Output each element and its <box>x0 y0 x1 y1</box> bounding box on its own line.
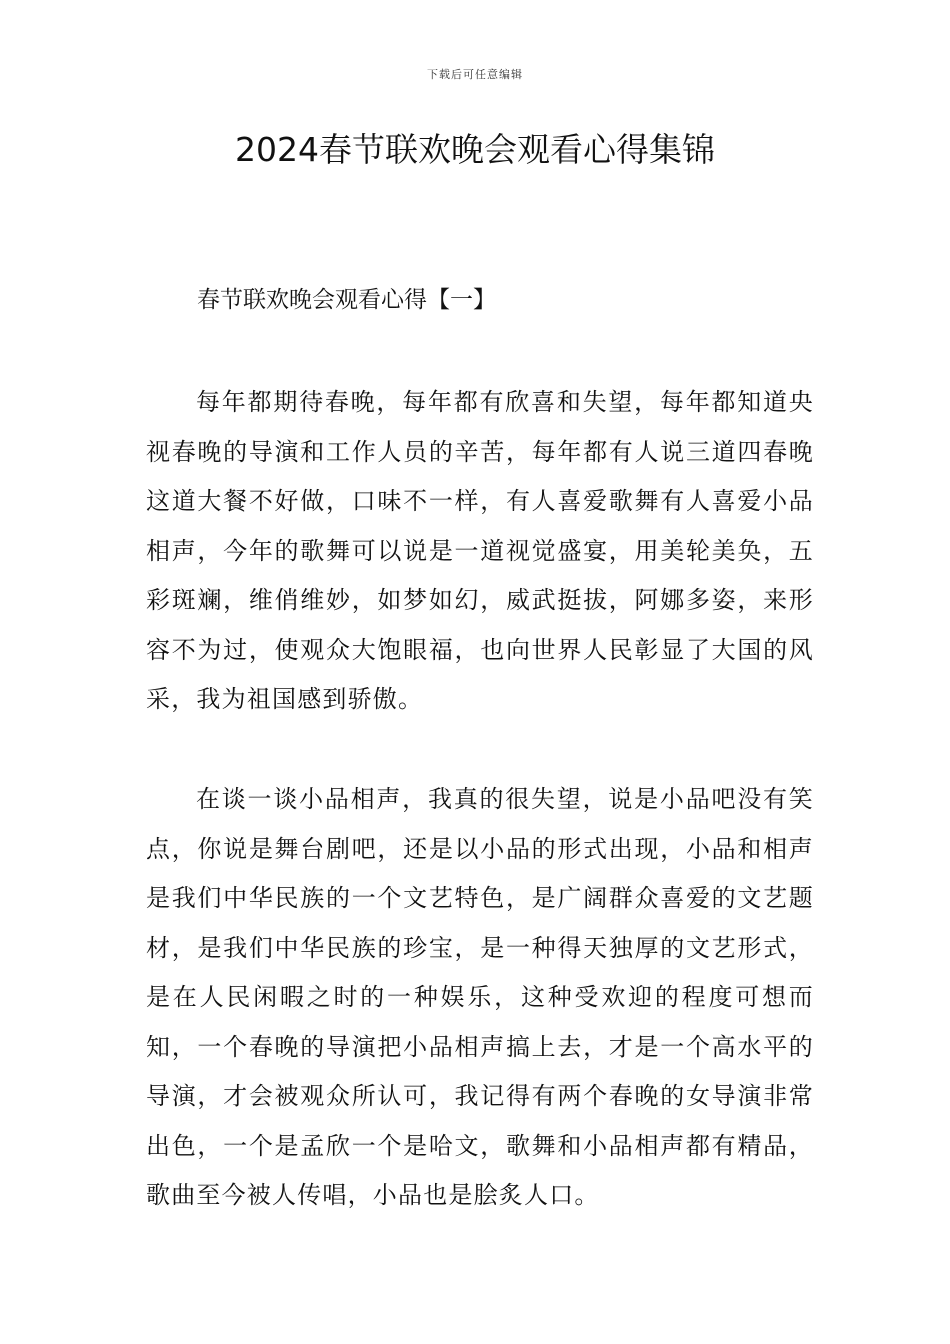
section-heading: 春节联欢晚会观看心得【一】 <box>197 287 496 313</box>
body-paragraph-1: 每年都期待春晚，每年都有欣喜和失望，每年都知道央视春晚的导演和工作人员的辛苦，每年都有人说三道四春晚这道大餐不好做，口味不一样，有人喜爱歌舞有人喜爱小品相声，今年的歌舞可以说是一道视觉盛宴，用美轮美奂，五彩斑斓，维俏维妙，如梦如幻，威武挺拔，阿娜多姿，来形容不为过，使观众大饱眼福，也向世界人民彰显了大国的风采，我为祖国感到骄傲。 <box>146 388 814 713</box>
document-title: 2024春节联欢晚会观看心得集锦 <box>235 130 715 169</box>
header-note: 下载后可任意编辑 <box>427 68 523 81</box>
body-paragraph-2: 在谈一谈小品相声，我真的很失望，说是小品吧没有笑点，你说是舞台剧吧，还是以小品的形式出现，小品和相声是我们中华民族的一个文艺特色，是广阔群众喜爱的文艺题材，是我们中华民族的珍宝，是一种得天独厚的文艺形式，是在人民闲暇之时的一种娱乐，这种受欢迎的程度可想而知，一个春晚的导演把小品相声搞上去，才是一个高水平的导演，才会被观众所认可，我记得有两个春晚的女导演非常出色，一个是孟欣一个是哈文，歌舞和小品相声都有精品，歌曲至今被人传唱，小品也是脍炙人口。 <box>146 785 814 1209</box>
